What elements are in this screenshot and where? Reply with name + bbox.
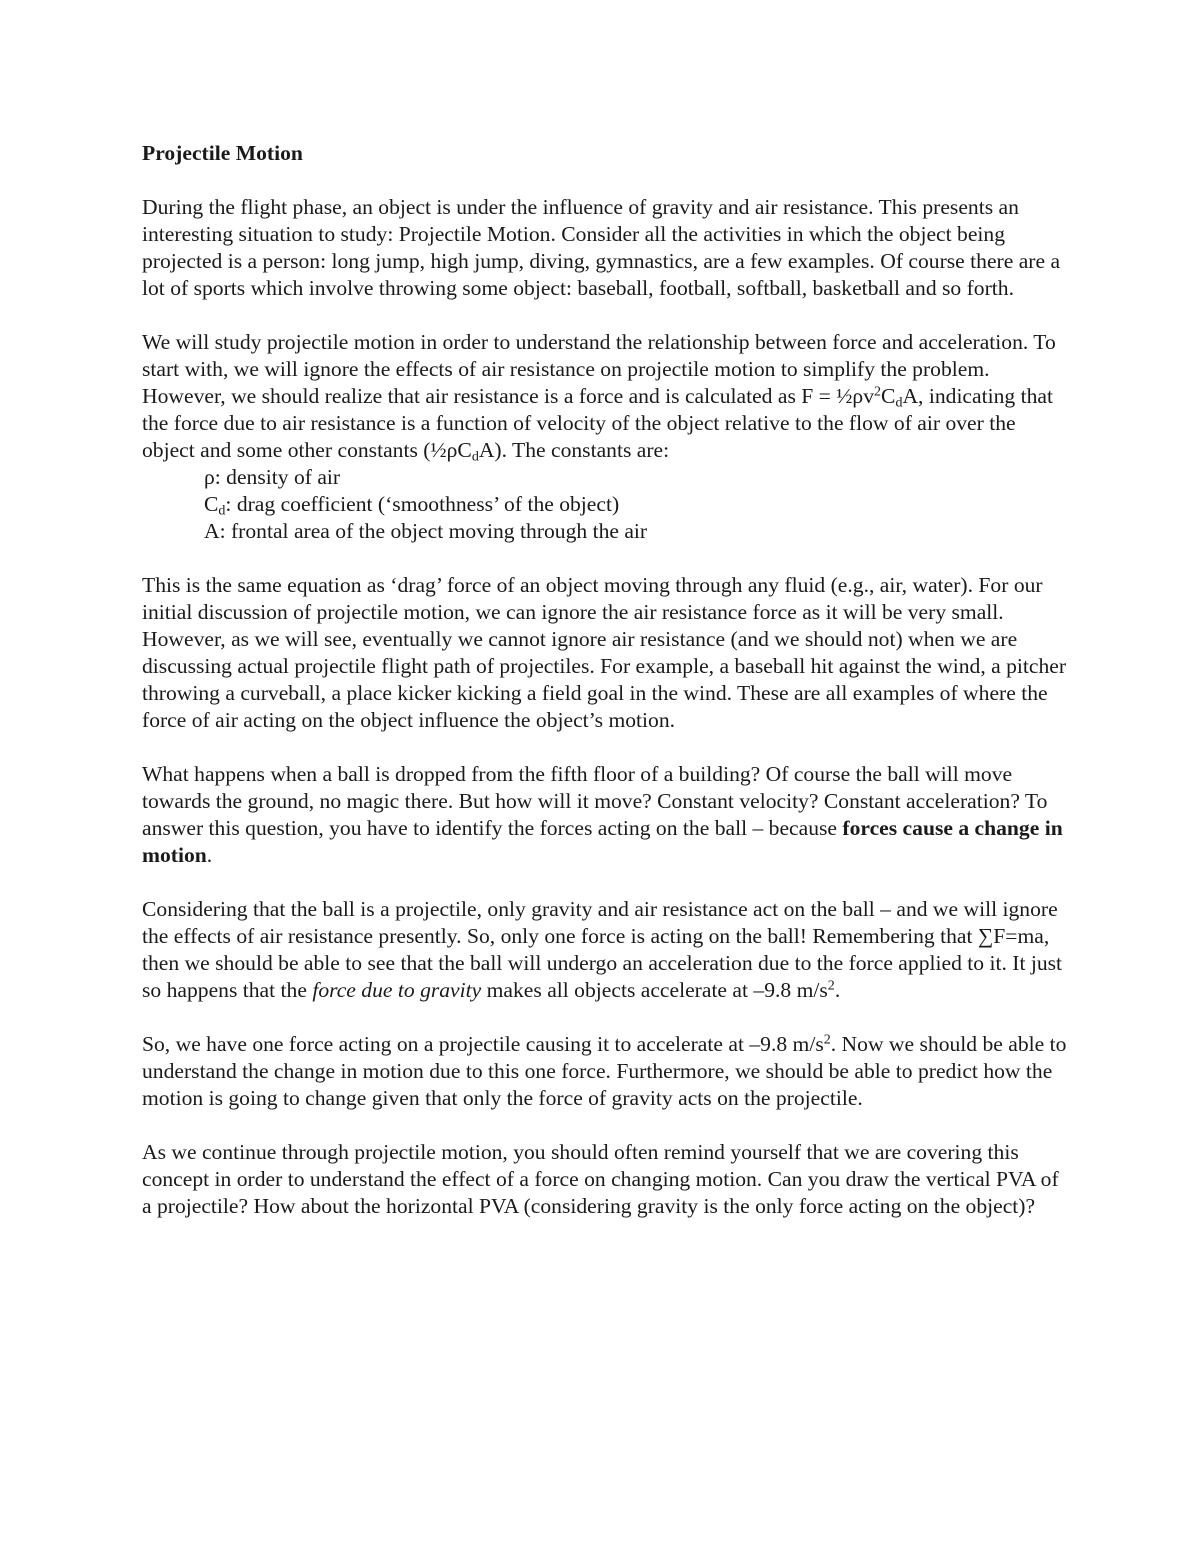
italic-force-due-to-gravity: force due to gravity bbox=[312, 978, 482, 1002]
paragraph-drag-force: This is the same equation as ‘drag’ force of an object moving through any fluid (e.g., air, water). For our initial discussion of projectile motion, we can ignore the air resistance force as it will be very small. However, as we will see, eventually we cannot ignore air resistance (and we should not) when we are discussing actual projectile flight path of projectiles. For example, a baseball hit against the wind, a pitcher throwing a curveball, a place kicker kicking a field goal in the wind. These are all examples of where the force of air acting on the object influence the object’s motion. bbox=[142, 573, 1067, 732]
paragraph-pva: As we continue through projectile motion, you should often remind yourself that we are covering this concept in order to understand the effect of a force on changing motion. Can you draw the vertical PVA of a projectile? How about the horizontal PVA (considering gravity is the only force acting on the object)? bbox=[142, 1140, 1059, 1218]
constant-frontal-area: A: frontal area of the object moving through the air bbox=[204, 519, 648, 543]
constant-drag-coefficient: $C_d$: drag coefficient (‘smoothness’ of the object) bbox=[204, 492, 620, 519]
document-body bbox=[142, 140, 1067, 1247]
paragraph-one-force: So, we have one force acting on a projectile causing it to accelerate at –9.8 $m/s^2$. Now we should be able to understand the change in motion due to this one force. Furthermore, we should be able to predict how the motion is going to change given that only the force of gravity acts on the projectile. bbox=[142, 1031, 1067, 1110]
constants-list bbox=[142, 464, 1067, 545]
constant-density: ρ: density of air bbox=[204, 465, 341, 489]
page-title: Projectile Motion bbox=[142, 141, 303, 165]
constants-list-wrapper bbox=[142, 464, 1067, 545]
paragraph-air-resistance: We will study projectile motion in order to understand the relationship between force and acceleration. To start with, we will ignore the effects of air resistance on projectile motion to simplify the problem. However, we should realize that air resistance is a force and is calculated as $F = \frac{1}{2}\rho v^2C_dA$, indicating that the force due to air resistance is a function of velocity of the object relative to the flow of air over the object and some other constants $(\frac{1}{2}\rho C_dA)$. The constants are: bbox=[142, 330, 1056, 465]
bold-forces-cause-change: forces cause a change in motion bbox=[142, 816, 1063, 867]
paragraph-flight-phase: During the flight phase, an object is under the influence of gravity and air resistance. This presents an interesting situation to study: Projectile Motion. Consider all the activities in which the object being projected is a person: long jump, high jump, diving, gymnastics, are a few examples. Of course there are a lot of sports which involve throwing some object: baseball, football, softball, basketball and so forth. bbox=[142, 195, 1061, 300]
paragraph-gravity-force: Considering that the ball is a projectile, only gravity and air resistance act on the ball – and we will ignore the effects of air resistance presently. So, only one force is acting on the ball! Remembering that ∑F=ma, then we should be able to see that the ball will undergo an acceleration due to the force applied to it. It just so happens that the force due to gravity makes all objects accelerate at –9.8 $m/s^2$. bbox=[142, 897, 1063, 1002]
paragraph-ball-dropped: What happens when a ball is dropped from the fifth floor of a building? Of course the ball will move towards the ground, no magic there. But how will it move? Constant velocity? Constant acceleration? To answer this question, you have to identify the forces acting on the ball – because forces cause a change in motion. bbox=[142, 762, 1063, 867]
